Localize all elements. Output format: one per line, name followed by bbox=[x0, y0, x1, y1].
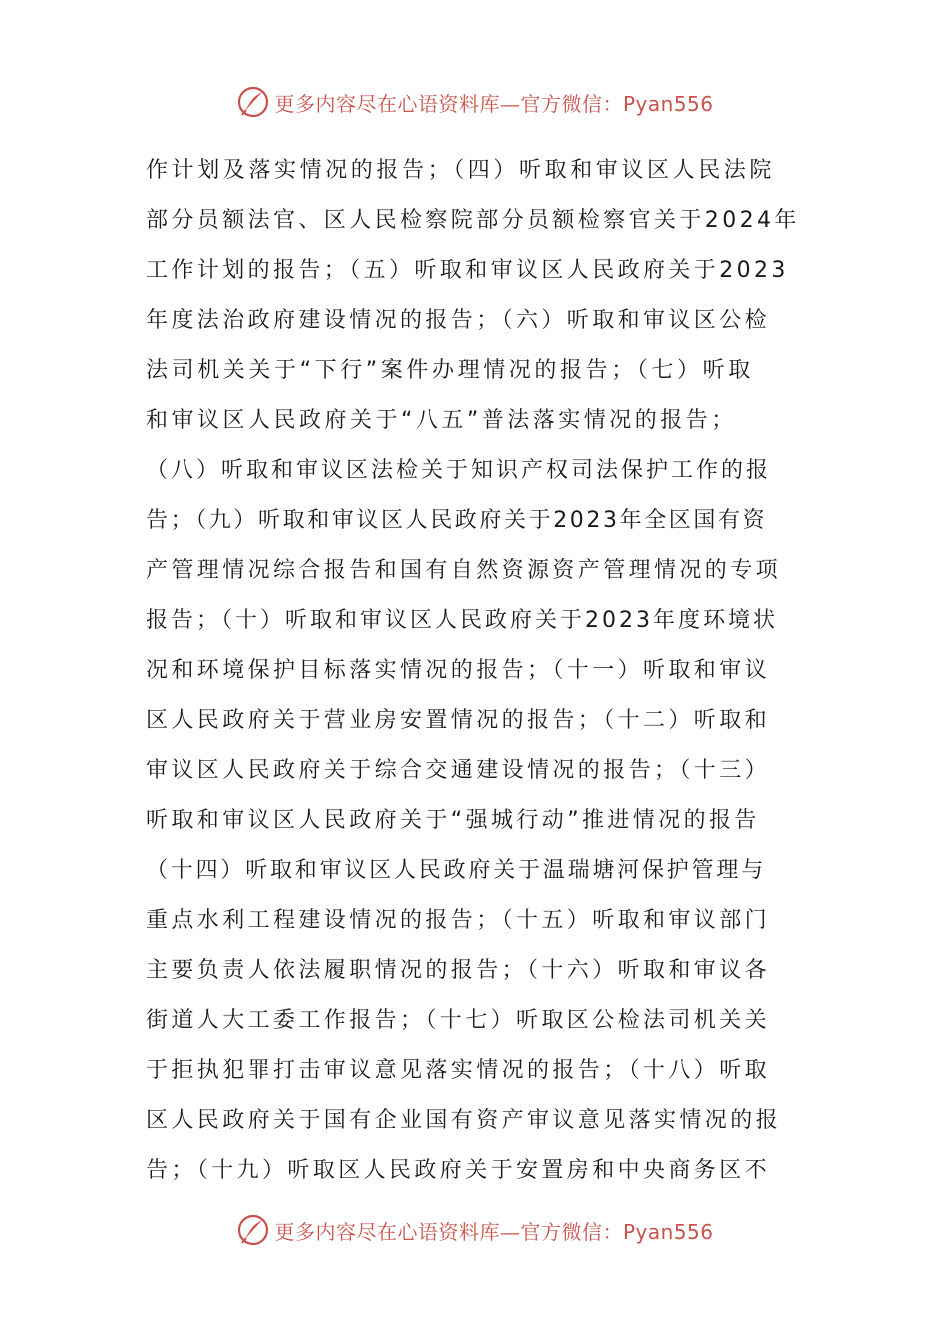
body-line: 听取和审议区人民政府关于“强城行动”推进情况的报告 bbox=[146, 808, 760, 833]
body-line: 审议区人民政府关于综合交通建设情况的报告；（十三） bbox=[146, 758, 771, 783]
body-line: 主要负责人依法履职情况的报告；（十六）听取和审议各 bbox=[146, 958, 771, 983]
body-line: 区人民政府关于营业房安置情况的报告；（十二）听取和 bbox=[146, 708, 771, 733]
body-line: 区人民政府关于国有企业国有资产审议意见落实情况的报 bbox=[146, 1108, 782, 1133]
body-line: 报告；（十）听取和审议区人民政府关于2023年度环境状 bbox=[146, 608, 778, 633]
quill-logo-icon bbox=[236, 1213, 270, 1247]
watermark-wechat-id: Pyan556 bbox=[622, 1219, 714, 1244]
body-line: 年度法治政府建设情况的报告；（六）听取和审议区公检 bbox=[146, 308, 771, 333]
body-line: 工作计划的报告；（五）听取和审议区人民政府关于2023 bbox=[146, 258, 789, 283]
body-line: 于拒执犯罪打击审议意见落实情况的报告；（十八）听取 bbox=[146, 1058, 771, 1083]
body-line: 街道人大工委工作报告；（十七）听取区公检法司机关关 bbox=[146, 1008, 771, 1033]
watermark-text: 更多内容尽在心语资料库—官方微信：Pyan556 bbox=[274, 91, 714, 116]
body-line: 和审议区人民政府关于“八五”普法落实情况的报告； bbox=[146, 408, 737, 433]
footer-watermark bbox=[0, 1210, 950, 1250]
body-line: （十四）听取和审议区人民政府关于温瑞塘河保护管理与 bbox=[146, 858, 767, 883]
body-line: 告；（十九）听取区人民政府关于安置房和中央商务区不 bbox=[146, 1158, 771, 1183]
body-line: 重点水利工程建设情况的报告；（十五）听取和审议部门 bbox=[146, 908, 771, 933]
body-line: （八）听取和审议区法检关于知识产权司法保护工作的报 bbox=[146, 458, 772, 483]
quill-logo-icon bbox=[236, 85, 270, 119]
body-line: 部分员额法官、区人民检察院部分员额检察官关于2024年 bbox=[146, 208, 800, 233]
body-line: 法司机关关于“下行”案件办理情况的报告；（七）听取 bbox=[146, 358, 754, 383]
watermark-wechat-id: Pyan556 bbox=[622, 91, 714, 116]
document-body bbox=[146, 146, 806, 1186]
body-line: 告；（九）听取和审议区人民政府关于2023年全区国有资 bbox=[146, 508, 768, 533]
header-watermark bbox=[0, 82, 950, 122]
body-line: 况和环境保护目标落实情况的报告；（十一）听取和审议 bbox=[146, 658, 771, 683]
body-line: 产管理情况综合报告和国有自然资源资产管理情况的专项 bbox=[146, 558, 782, 583]
watermark-text: 更多内容尽在心语资料库—官方微信：Pyan556 bbox=[274, 1219, 714, 1244]
body-line: 作计划及落实情况的报告；（四）听取和审议区人民法院 bbox=[146, 158, 776, 183]
